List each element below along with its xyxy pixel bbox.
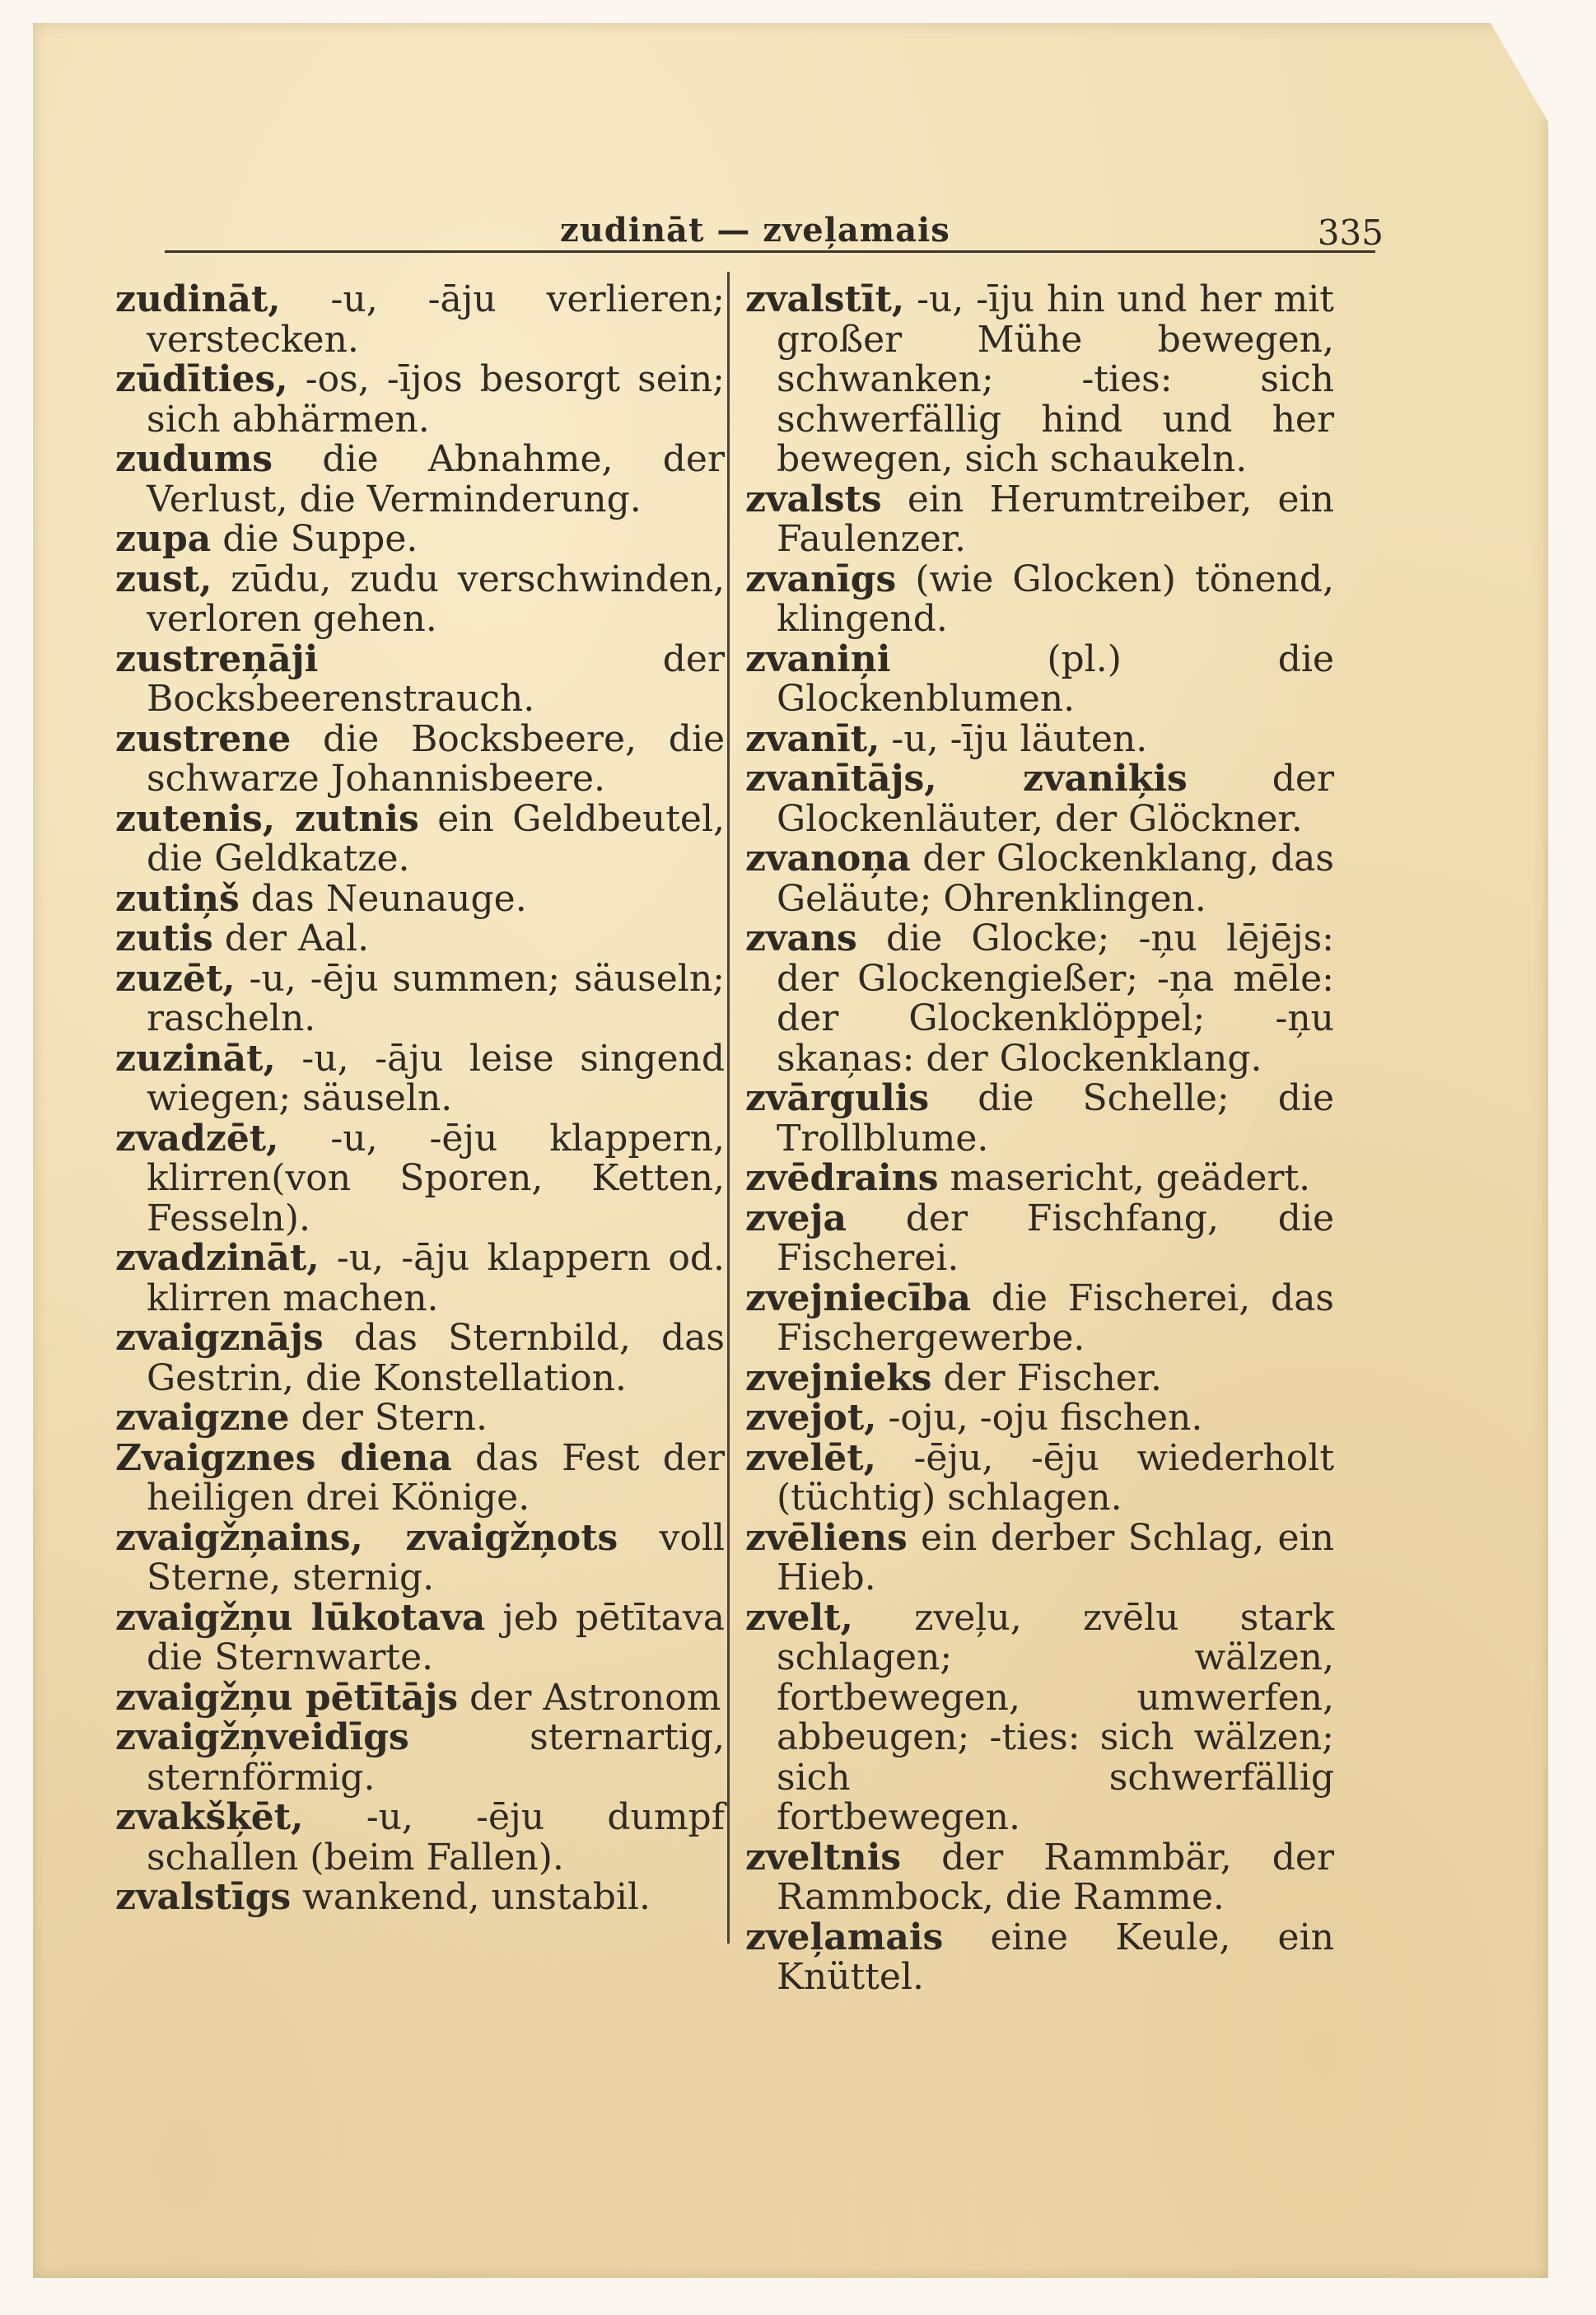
entry-definition: die Glocke; -ņu lējējs: der Glockengießer; -ņa mēle: der Glockenklöppel; -ņu skaņas: der Glockenklang. xyxy=(777,917,1334,1080)
dictionary-entry xyxy=(745,1918,1334,1998)
entry-definition: der Bocksbeerenstrauch. xyxy=(147,637,725,720)
entry-definition: der Stern. xyxy=(289,1397,488,1439)
entry-definition: sternartig, sternförmig. xyxy=(147,1716,725,1799)
entry-definition: der Astronom xyxy=(458,1676,721,1719)
entry-headword: zuzēt, xyxy=(115,957,236,1000)
right-column xyxy=(745,280,1334,1998)
entry-headword: zvans xyxy=(745,917,857,959)
entry-headword: zustrene xyxy=(115,717,292,760)
dictionary-entry xyxy=(745,1279,1334,1359)
dictionary-entry xyxy=(745,280,1334,480)
entry-headword: zvēliens xyxy=(745,1516,908,1559)
entry-headword: zupa xyxy=(115,518,212,560)
dictionary-entry xyxy=(115,1718,725,1798)
entry-definition: -u, -āju leise singend wiegen; säuseln. xyxy=(147,1037,725,1119)
dictionary-entry xyxy=(745,560,1334,640)
entry-headword: zuzināt, xyxy=(115,1037,276,1080)
entry-definition: die Abnahme, der Verlust, die Verminderung. xyxy=(147,438,725,520)
entry-headword: zutiņš xyxy=(115,877,240,920)
entry-definition: das Fest der heiligen drei Könige. xyxy=(147,1436,725,1519)
dictionary-entry xyxy=(115,959,725,1039)
entry-headword: zutis xyxy=(115,917,213,959)
entry-headword: zvanīt, xyxy=(745,717,880,760)
entry-headword: zvejot, xyxy=(745,1397,877,1439)
entry-definition: -u, -ēju dumpf schallen (beim Fallen). xyxy=(147,1796,725,1879)
entry-definition: ein derber Schlag, ein Hieb. xyxy=(777,1516,1334,1599)
dictionary-entry xyxy=(745,1516,1334,1599)
dictionary-entry xyxy=(115,1878,725,1918)
entry-headword: zvaigznājs xyxy=(115,1317,324,1359)
dictionary-entry xyxy=(745,1596,1334,1838)
entry-definition: -u, -āju klappern od. klirren machen. xyxy=(147,1237,725,1319)
dictionary-entry xyxy=(115,520,725,560)
entry-headword: zvaigžņains, zvaigžņots xyxy=(115,1516,618,1559)
folded-corner xyxy=(1491,23,1548,122)
entry-headword: zvelēt, xyxy=(745,1436,876,1479)
dictionary-entry xyxy=(115,637,725,720)
entry-definition: -u, -ēju summen; säuseln; rascheln. xyxy=(147,957,725,1039)
entry-definition: -u, -ēju klappern, klirren(von Sporen, Ketten, Fesseln). xyxy=(147,1117,725,1239)
entry-headword: zveltnis xyxy=(745,1836,902,1879)
dictionary-entry xyxy=(115,1436,725,1519)
entry-definition: (wie Glocken) tönend, klingend. xyxy=(777,558,1334,640)
entry-headword: zustreņāji xyxy=(115,637,319,680)
entry-definition: zveļu, zvēlu stark schlagen; wälzen, fortbewegen, umwerfen, abbeugen; -ties: sich wälzen; sich schwerfällig fortbewegen. xyxy=(777,1596,1334,1838)
entry-headword: zvanītājs, zvaniķis xyxy=(745,758,1188,800)
left-column xyxy=(115,280,725,1918)
entry-definition: die Suppe. xyxy=(211,518,418,560)
dictionary-entry xyxy=(745,1199,1334,1279)
dictionary-entry xyxy=(115,1596,725,1678)
entry-definition: ein Herumtreiber, ein Faulenzer. xyxy=(777,478,1334,560)
dictionary-entry xyxy=(745,1436,1334,1519)
dictionary-entry xyxy=(745,1159,1334,1199)
dictionary-entry xyxy=(115,440,725,520)
entry-definition: die Bocksbeere, die schwarze Johannisbeere. xyxy=(147,717,725,800)
entry-definition: masericht, geädert. xyxy=(938,1157,1311,1199)
entry-headword: zvaigžņveidīgs xyxy=(115,1716,409,1758)
entry-headword: zvejnieks xyxy=(745,1356,932,1399)
dictionary-entry xyxy=(745,839,1334,919)
entry-definition: voll Sterne, sternig. xyxy=(147,1516,725,1599)
dictionary-entry xyxy=(745,1398,1334,1439)
entry-headword: zvanoņa xyxy=(745,838,911,880)
entry-headword: zvadzināt, xyxy=(115,1237,320,1279)
entry-headword: zvejniecība xyxy=(745,1277,971,1319)
dictionary-entry xyxy=(745,1356,1334,1399)
entry-definition: das Neunauge. xyxy=(239,877,527,920)
entry-headword: zvaniņi xyxy=(745,637,891,680)
dictionary-entry xyxy=(115,1798,725,1878)
entry-definition: -oju, -oju fischen. xyxy=(876,1397,1203,1439)
entry-headword: zvaigzne xyxy=(115,1397,290,1439)
entry-headword: zudināt, xyxy=(115,278,281,320)
entry-definition: jeb pētītava die Sternwarte. xyxy=(147,1596,725,1678)
entry-headword: zust, xyxy=(115,558,212,600)
dictionary-entry xyxy=(115,560,725,640)
dictionary-entry xyxy=(115,919,725,959)
dictionary-entry xyxy=(115,1398,725,1439)
entry-headword: zvalstīt, xyxy=(745,278,905,320)
dictionary-entry xyxy=(115,1678,725,1719)
dictionary-entry xyxy=(115,877,725,920)
running-header xyxy=(165,211,1384,253)
entry-definition: das Sternbild, das Gestrin, die Konstellation. xyxy=(147,1317,725,1399)
entry-definition: der Glockenklang, das Geläute; Ohrenklingen. xyxy=(777,838,1334,920)
entry-headword: zvēdrains xyxy=(745,1157,939,1199)
dictionary-entry xyxy=(115,1239,725,1319)
entry-definition: der Glockenläuter, der Glöckner. xyxy=(777,758,1334,840)
page-number: 335 xyxy=(1317,212,1384,253)
entry-headword: zvārgulis xyxy=(745,1077,930,1119)
dictionary-entry xyxy=(115,280,725,360)
entry-definition: die Fischerei, das Fischergewerbe. xyxy=(777,1277,1334,1359)
entry-headword: zvaigžņu pētītājs xyxy=(115,1676,459,1719)
dictionary-entry xyxy=(115,717,725,800)
entry-definition: -u, -īju läuten. xyxy=(880,717,1148,760)
entry-headword: zveļamais xyxy=(745,1916,944,1958)
entry-headword: zvalsts xyxy=(745,478,882,520)
entry-definition: -u, -īju hin und her mit großer Mühe bewegen, schwanken; -ties: sich schwerfällig hind und her bewegen, sich schaukeln. xyxy=(777,278,1334,480)
entry-definition: zūdu, zudu verschwinden, verloren gehen. xyxy=(147,558,725,640)
dictionary-entry xyxy=(115,1319,725,1398)
entry-headword: zvaigžņu lūkotava xyxy=(115,1596,486,1639)
entry-definition: ein Geldbeutel, die Geldkatze. xyxy=(147,797,725,880)
entry-definition: der Fischfang, die Fischerei. xyxy=(777,1197,1334,1279)
entry-headword: zvakšķēt, xyxy=(115,1796,304,1838)
entry-definition: -os, -ījos besorgt sein; sich abhärmen. xyxy=(147,358,725,441)
entry-headword: Zvaigznes diena xyxy=(115,1436,452,1479)
entry-headword: zvelt, xyxy=(745,1596,853,1639)
entry-definition: -ēju, -ēju wiederholt (tüchtig) schlagen. xyxy=(777,1436,1334,1519)
dictionary-entry xyxy=(115,360,725,440)
dictionary-entry xyxy=(115,1119,725,1239)
dictionary-entry xyxy=(745,717,1334,760)
entry-definition: der Fischer. xyxy=(931,1356,1163,1399)
entry-headword: zveja xyxy=(745,1197,847,1239)
entry-definition: (pl.) die Glockenblumen. xyxy=(777,637,1334,720)
dictionary-entry xyxy=(745,637,1334,720)
entry-definition: -u, -āju verlieren; verstecken. xyxy=(147,278,725,361)
dictionary-entry xyxy=(745,480,1334,560)
entry-headword: zvadzēt, xyxy=(115,1117,279,1160)
header-title: zudināt — zveļamais xyxy=(560,211,950,250)
dictionary-entry xyxy=(745,1079,1334,1159)
entry-definition: der Aal. xyxy=(212,917,370,959)
column-divider xyxy=(727,272,730,1944)
entry-headword: zvanīgs xyxy=(745,558,897,600)
entry-definition: die Schelle; die Trollblume. xyxy=(777,1077,1334,1160)
entry-headword: zutenis, zutnis xyxy=(115,797,419,840)
entry-definition: wankend, unstabil. xyxy=(291,1876,651,1918)
entry-headword: zvalstīgs xyxy=(115,1876,292,1918)
entry-definition: eine Keule, ein Knüttel. xyxy=(777,1916,1334,1998)
entry-headword: zūdīties, xyxy=(115,358,288,400)
entry-headword: zudums xyxy=(115,438,273,480)
dictionary-entry xyxy=(745,759,1334,839)
dictionary-entry xyxy=(115,1039,725,1119)
dictionary-entry xyxy=(115,1516,725,1599)
dictionary-entry xyxy=(745,919,1334,1079)
entry-definition: der Rammbär, der Rammbock, die Ramme. xyxy=(777,1836,1334,1918)
dictionary-entry xyxy=(745,1838,1334,1918)
dictionary-entry xyxy=(115,797,725,880)
